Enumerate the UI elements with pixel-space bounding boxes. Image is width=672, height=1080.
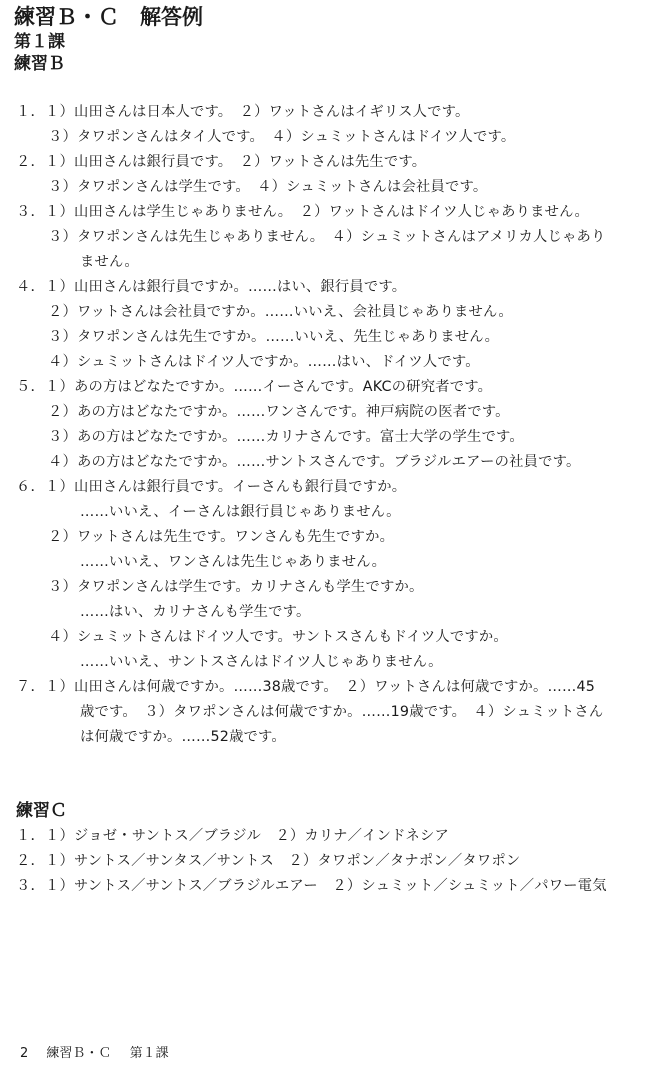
answer-line: ２．１）サントス／サンタス／サントス ２）タワポン／タナポン／タワポン	[16, 853, 521, 870]
section-b-body	[16, 100, 668, 750]
answer-line: 歳です。 ３）タワポンさんは何歳ですか。……19歳です。 ４）シュミットさん	[80, 704, 604, 720]
answer-line: ません。	[80, 254, 139, 270]
answer-line: ３．１）サントス／サントス／ブラジルエアー ２）シュミット／シュミット／パワー電気	[16, 878, 607, 895]
answer-line: ２）ワットさんは先生です。ワンさんも先生ですか。	[48, 529, 395, 545]
answer-line: ３）タワポンさんは学生です。カリナさんも学生ですか。	[48, 579, 424, 595]
section-b-heading: 練習Ｂ	[14, 54, 65, 75]
answer-line: ７．１）山田さんは何歳ですか。……38歳です。 ２）ワットさんは何歳ですか。……45	[16, 679, 596, 695]
answer-line: ３．１）山田さんは学生じゃありません。 ２）ワットさんはドイツ人じゃありません。	[16, 204, 590, 220]
answer-line: ６．１）山田さんは銀行員です。イーさんも銀行員ですか。	[16, 479, 407, 495]
answer-line: ……いいえ、イーさんは銀行員じゃありません。	[80, 504, 401, 520]
answer-line: ４）シュミットさんはドイツ人ですか。……はい、ドイツ人です。	[48, 354, 480, 370]
answer-line: ３）あの方はどなたですか。……カリナさんです。富士大学の学生です。	[48, 429, 524, 445]
footer-section: 練習Ｂ・Ｃ	[46, 1046, 112, 1061]
answer-line: ……いいえ、サントスさんはドイツ人じゃありません。	[80, 654, 443, 670]
page-title: 練習Ｂ・Ｃ 解答例	[14, 5, 203, 29]
answer-line: ４）あの方はどなたですか。……サントスさんです。ブラジルエアーの社員です。	[48, 454, 581, 470]
answer-line: ３）タワポンさんは先生ですか。……いいえ、先生じゃありません。	[48, 329, 500, 345]
answer-line: ３）タワポンさんは先生じゃありません。 ４）シュミットさんはアメリカ人じゃあり	[48, 229, 606, 245]
answer-line: ２）ワットさんは会社員ですか。……いいえ、会社員じゃありません。	[48, 304, 513, 320]
footer-lesson: 第１課	[129, 1046, 169, 1061]
section-c-heading: 練習Ｃ	[16, 801, 67, 821]
answer-line: ……はい、カリナさんも学生です。	[80, 604, 311, 620]
answer-line: ３）タワポンさんはタイ人です。 ４）シュミットさんはドイツ人です。	[48, 129, 516, 145]
lesson-title: 第１課	[14, 32, 65, 53]
page-number: 2	[20, 1046, 29, 1061]
section-c-body	[16, 800, 668, 899]
page-footer	[20, 1042, 183, 1061]
answer-line: １．１）山田さんは日本人です。 ２）ワットさんはイギリス人です。	[16, 104, 470, 120]
answer-line: ５．１）あの方はどなたですか。……イーさんです。AKCの研究者です。	[16, 379, 493, 395]
answer-line: １．１）ジョゼ・サントス／ブラジル ２）カリナ／インドネシア	[16, 828, 449, 845]
title-block	[14, 4, 203, 75]
answer-line: は何歳ですか。……52歳です。	[80, 729, 286, 745]
answer-line: ２）あの方はどなたですか。……ワンさんです。神戸病院の医者です。	[48, 404, 510, 420]
answer-line: ４．１）山田さんは銀行員ですか。……はい、銀行員です。	[16, 279, 407, 295]
answer-line: ３）タワポンさんは学生です。 ４）シュミットさんは会社員です。	[48, 179, 488, 195]
answer-line: ２．１）山田さんは銀行員です。 ２）ワットさんは先生です。	[16, 154, 427, 170]
answer-line: ４）シュミットさんはドイツ人です。サントスさんもドイツ人ですか。	[48, 629, 508, 645]
answer-line: ……いいえ、ワンさんは先生じゃありません。	[80, 554, 387, 570]
